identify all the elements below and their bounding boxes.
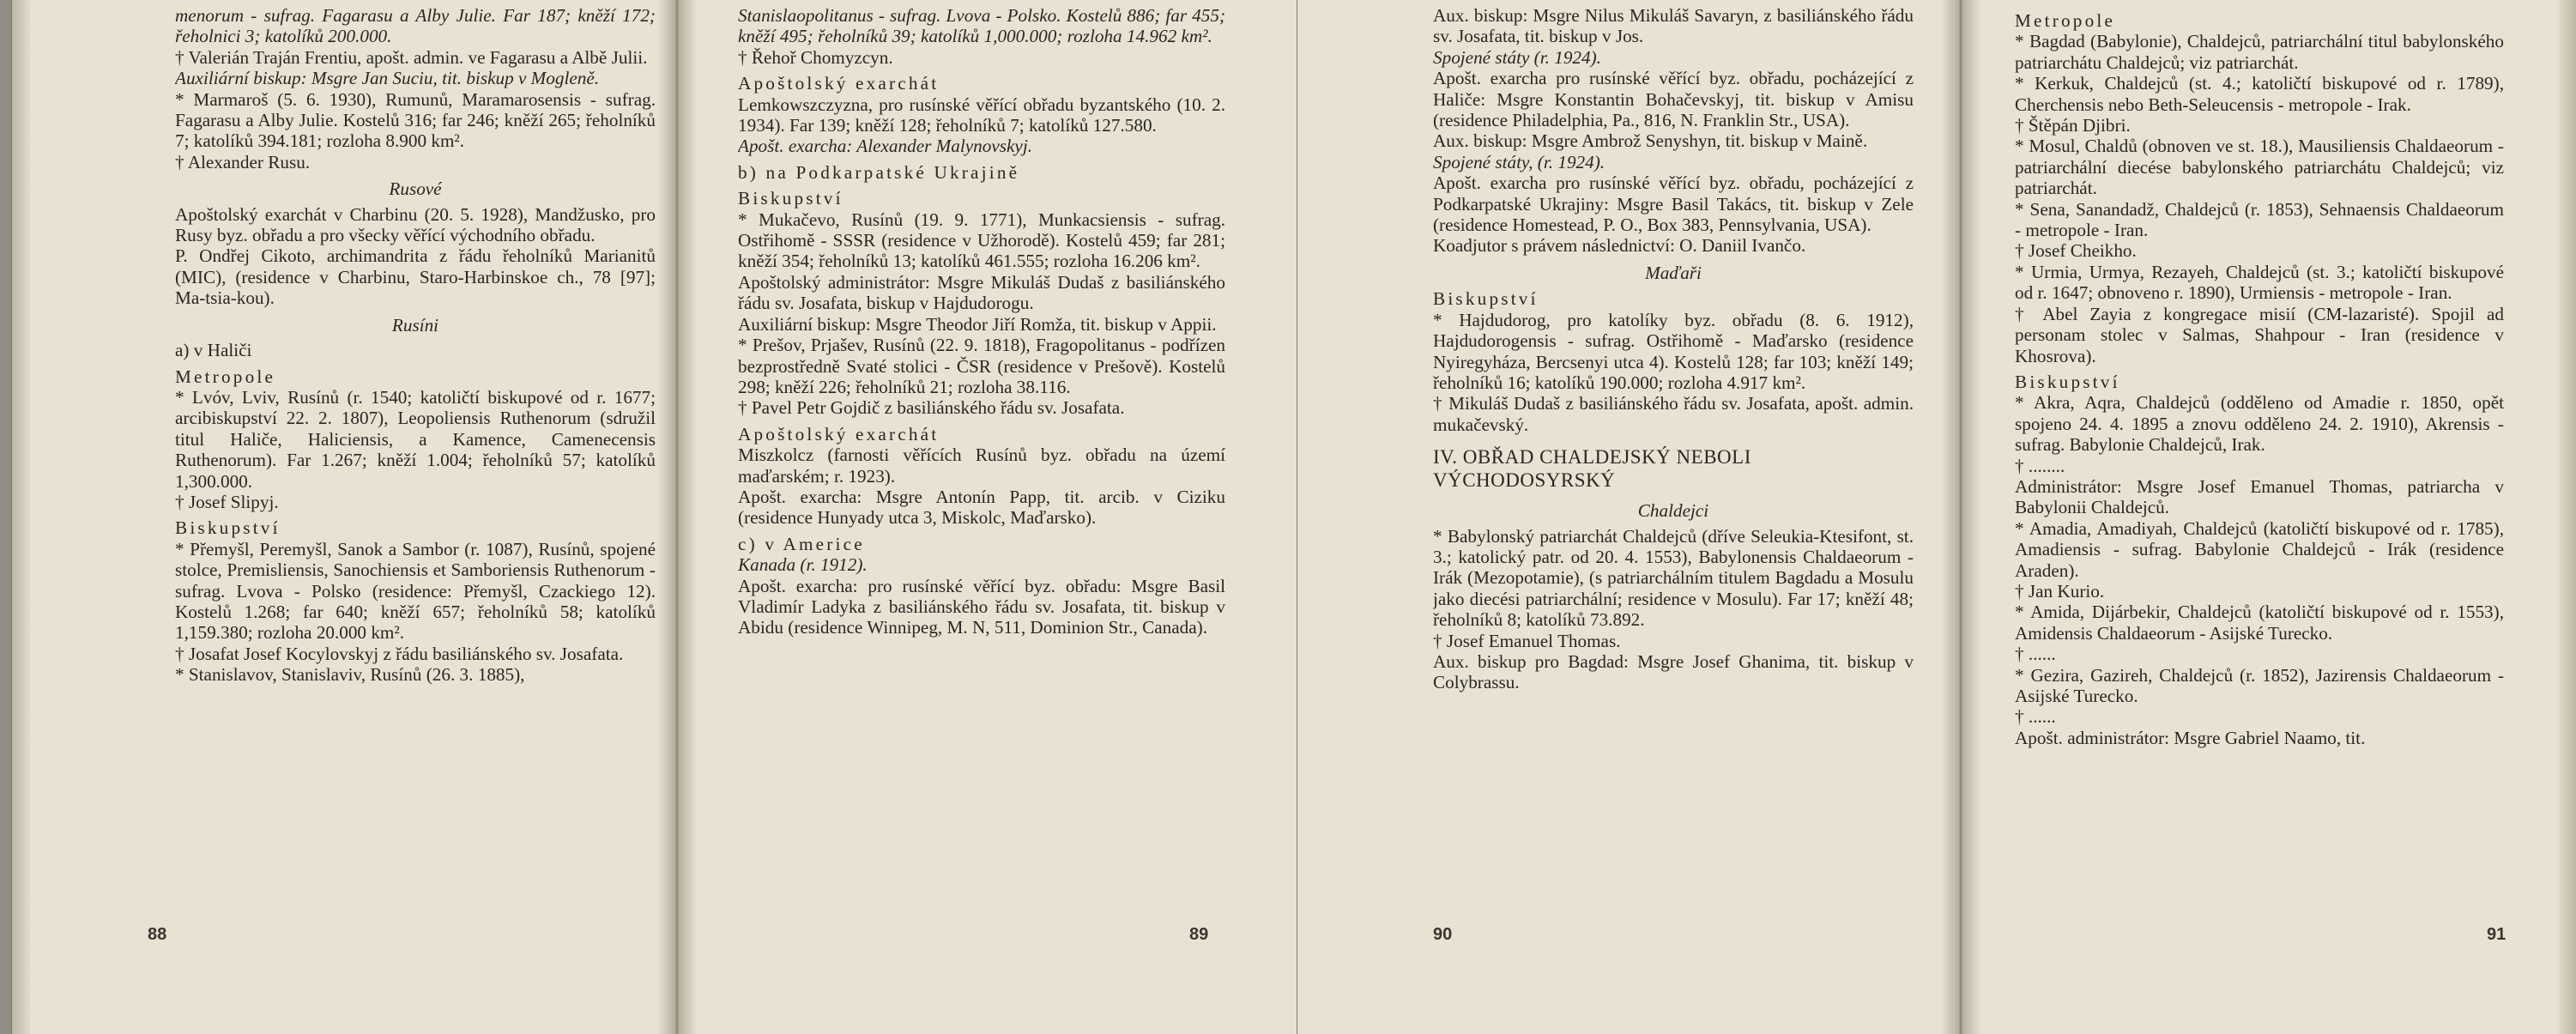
- text-line: † ......: [2015, 644, 2056, 665]
- page-89: [738, 5, 1225, 992]
- text-line: Apošt. exarcha: pro rusínské věřící byz. obřadu: Msgre Basil Vladimír Ladyka z basiliánského řádu sv. Josafata, tit. biskup v Abidu (residence Winnipeg, M. N, 511, Dominion Str., Canada).: [738, 575, 1225, 638]
- spaced-heading: Biskupství: [738, 188, 844, 209]
- text-line: * Prešov, Prjašev, Rusínů (22. 9. 1818), Fragopolitanus - podřízen bezprostředně Svaté stolici - ČSR (residence v Prešově). Kostelů 298; kněží 226; řeholníků 21; rozloha 38.116.: [738, 335, 1225, 397]
- text-line: Aux. biskup: Msgre Ambrož Senyshyn, tit. biskup v Maině.: [1433, 130, 1868, 152]
- text-line: Apošt. administrátor: Msgre Gabriel Naamo, tit.: [2015, 727, 2366, 748]
- text-line: * Bagdad (Babylonie), Chaldejců, patriarchální titul babylonského patriarchátu Chaldejců; viz patriarchát.: [2015, 31, 2504, 73]
- spaced-heading: Metropole: [175, 366, 276, 387]
- page-90: [1433, 5, 1914, 992]
- text-line: † Jan Kurio.: [2015, 580, 2105, 602]
- text-line: Apošt. exarcha pro rusínské věřící byz. obřadu, pocházející z Podkarpatské Ukrajiny: Msgre Basil Takács, tit. biskup v Zele (residence Homestead, P. O., Box 383, Pennsylvania, USA).: [1433, 172, 1914, 236]
- section-heading: Maďaři: [1645, 262, 1702, 283]
- page-number: 90: [1433, 925, 1453, 944]
- text-line: † Josef Cheikho.: [2015, 240, 2137, 262]
- left-spread: [12, 0, 1306, 1034]
- spaced-heading: Biskupství: [2015, 371, 2120, 392]
- text-line: Apošt. exarcha pro rusínské věřící byz. obřadu, pocházející z Haliče: Msgre Konstantin Bohačevskyj, tit. biskup v Amisu (residence Philadelphia, Pa., 816, N. Franklin Str., USA).: [1433, 68, 1914, 131]
- page-number: 88: [148, 925, 167, 944]
- text-line: † Alexander Rusu.: [175, 151, 311, 172]
- text-line: * Stanislavov, Stanislaviv, Rusínů (26. 3. 1885),: [175, 664, 525, 686]
- text-line: * Mosul, Chaldů (obnoven ve st. 18.), Mausiliensis Chaldaeorum - patriarchální diecése babylonského patriarchátu Chaldejců; viz patriarchát.: [2015, 136, 2504, 199]
- text-line: * Kerkuk, Chaldejců (st. 4.; katoličtí biskupové od r. 1789), Cherchensis nebo Beth-Seleucensis - metropole - Irak.: [2015, 73, 2504, 115]
- spaced-heading: Apoštolský exarchát: [738, 423, 940, 444]
- text-line: Apoštolský administrátor: Msgre Mikuláš Dudaš z basiliánského řádu sv. Josafata, biskup v Hajdudorogu.: [738, 271, 1225, 314]
- text-line: Lemkowszczyzna, pro rusínské věřící obřadu byzantského (10. 2. 1934). Far 139; kněží 128; řeholníků 7; katolíků 127.580.: [738, 94, 1225, 136]
- text-line: † ......: [2015, 706, 2056, 728]
- text-line: Koadjutor s právem následnictví: O. Daniil Ivančo.: [1433, 235, 1806, 257]
- text-line: * Gezira, Gazireh, Chaldejců (r. 1852), Jazirensis Chaldaeorum - Asijské Turecko.: [2015, 664, 2504, 706]
- text-line: Miszkolcz (farnosti věřících Rusínů byz. obřadu na území maďarském; r. 1923).: [738, 444, 1225, 487]
- subsection-heading: c) v Americe: [738, 533, 865, 554]
- text-line: † ........: [2015, 455, 2065, 476]
- text-line: † Štěpán Djibri.: [2015, 115, 2131, 136]
- text-line: P. Ondřej Cikoto, archimandrita z řádu řeholníků Marianitů (MIC), (residence v Charbinu, Staro-Harbinskoe ch., 78 [97]; Ma-tsia-kou).: [175, 245, 656, 309]
- text-line: * Mukačevo, Rusínů (19. 9. 1771), Munkacsiensis - sufrag. Ostřihomě - SSSR (residence v Užhorodě). Kostelů 459; far 281; kněží 354; řeholníků 13; katolíků 461.555; rozloha 16.206 km².: [738, 209, 1225, 272]
- page-88: [175, 5, 656, 992]
- text-line: † Mikuláš Dudaš z basiliánského řádu sv. Josafata, apošt. admin. mukačevský.: [1433, 393, 1914, 435]
- text-line: * Sena, Sanandadž, Chaldejců (r. 1853), Sehnaensis Chaldaeorum - metropole - Iran.: [2015, 198, 2504, 241]
- text-line: * Amadia, Amadiyah, Chaldejců (katoličtí biskupové od r. 1785), Amadiensis - sufrag. Babylonie Chaldejců - Irák (residence Araden).: [2015, 517, 2504, 581]
- text-line: † Řehoř Chomyzcyn.: [738, 46, 893, 68]
- page-number: 91: [2487, 925, 2506, 944]
- text-line: * Lvóv, Lviv, Rusínů (r. 1540; katoličtí biskupové od r. 1677; arcibiskupství 22. 2. 1807), Leopoliensis Ruthenorum (sdružil titul Haliče, Haliciensis, a Kamence, Camenecensis Ruthenorum). Far 1.267; kněží 1.004; řeholníků 57; katolíků 1,300.000.: [175, 386, 656, 492]
- book-gutter: [1941, 0, 1980, 1034]
- text-line: Apošt. exarcha: Alexander Malynovskyj.: [738, 136, 1033, 157]
- text-line: † Abel Zayia z kongregace misií (CM-lazaristé). Spojil ad personam stolec v Salmas, Shahpour - Iran (residence v Khosrova).: [2015, 303, 2504, 366]
- spaced-heading: Apoštolský exarchát: [738, 73, 940, 94]
- text-line: * Amida, Dijárbekir, Chaldejců (katoličtí biskupové od r. 1553), Amidensis Chaldaeorum - Asijské Turecko.: [2015, 602, 2504, 644]
- page-91: [2015, 5, 2504, 992]
- section-heading: Rusíni: [391, 314, 439, 336]
- section-heading: Chaldejci: [1637, 500, 1709, 522]
- text-line: Administrátor: Msgre Josef Emanuel Thomas, patriarcha v Babylonii Chaldejců.: [2015, 475, 2504, 518]
- text-line: Spojené státy, (r. 1924).: [1433, 151, 1605, 172]
- spaced-heading: Biskupství: [1433, 288, 1539, 310]
- page-edge: [12, 0, 31, 1034]
- text-line: Apošt. exarcha: Msgre Antonín Papp, tit. arcib. v Ciziku (residence Hunyady utca 3, Miskolc, Maďarsko).: [738, 486, 1225, 529]
- chapter-heading: IV. OBŘAD CHALDEJSKÝ NEBOLI VÝCHODOSYRSKÝ: [1433, 446, 1751, 492]
- text-line: † Pavel Petr Gojdič z basiliánského řádu sv. Josafata.: [738, 397, 1125, 419]
- spaced-heading: Metropole: [2015, 10, 2116, 31]
- text-line: Stanislaopolitanus - sufrag. Lvova - Polsko. Kostelů 886; far 455; kněží 495; řeholníků 39; katolíků 1,000.000; rozloha 14.962 km².: [738, 5, 1225, 47]
- right-spread: [1297, 0, 2576, 1034]
- subsection-heading: b) na Podkarpatské Ukrajině: [738, 161, 1020, 183]
- text-line: Auxiliární biskup: Msgre Theodor Jiří Romža, tit. biskup v Appii.: [738, 313, 1217, 335]
- text-line: † Josafat Josef Kocylovskyj z řádu basiliánského sv. Josafata.: [175, 643, 624, 664]
- text-line: † Josef Slipyj.: [175, 491, 279, 512]
- text-line: † Valerián Traján Frentiu, apošt. admin. ve Fagarasu a Albě Julii.: [175, 46, 648, 68]
- book-gutter: [657, 0, 697, 1034]
- text-line: Auxiliární biskup: Msgre Jan Suciu, tit. biskup v Mogleně.: [175, 68, 600, 89]
- spaced-heading: Biskupství: [175, 517, 281, 539]
- text-line: † Josef Emanuel Thomas.: [1433, 630, 1621, 651]
- page-number: 89: [1189, 925, 1209, 944]
- text-line: Kanada (r. 1912).: [738, 554, 868, 576]
- text-line: Spojené státy (r. 1924).: [1433, 46, 1601, 68]
- text-line: * Babylonský patriarchát Chaldejců (dříve Seleukia-Ktesifont, st. 3.; katolický patr. od 20. 4. 1553), Babylonensis Chaldaeorum - Irák (Mezopotamie), (s patriarchálním titulem Bagdadu a Mosulu jako diecési patriarchální; residence v Mosulu). Far 17; kněží 48; řeholníků 8; katolíků 73.892.: [1433, 525, 1914, 631]
- subsection-heading: a) v Haliči: [175, 340, 252, 361]
- text-line: Apoštolský exarchát v Charbinu (20. 5. 1928), Mandžusko, pro Rusy byz. obřadu a pro všecky věřící východního obřadu.: [175, 203, 656, 246]
- text-line: * Přemyšl, Peremyšl, Sanok a Sambor (r. 1087), Rusínů, spojené stolce, Premisliensis, Sanochiensis et Samboriensis Ruthenorum - sufrag. Lvova - Polsko (residence: Přemyšl, Czackiego 12). Kostelů 1.268; far 640; kněží 657; řeholníků 58; katolíků 1,159.380; rozloha 20.000 km².: [175, 538, 656, 644]
- page-edge: [2557, 0, 2576, 1034]
- text-line: * Akra, Aqra, Chaldejců (odděleno od Amadie r. 1850, opět spojeno 24. 4. 1895 a znovu odděleno 24. 2. 1910), Akrensis - sufrag. Babylonie Chaldejců, Irak.: [2015, 392, 2504, 456]
- section-heading: Rusové: [389, 178, 442, 200]
- text-line: * Hajdudorog, pro katolíky byz. obřadu (8. 6. 1912), Hajdudorogensis - sufrag. Ostřihomě - Maďarsko (residence Nyiregyháza, Bercsenyi utca 4). Kostelů 128; far 103; kněží 149; řeholníků 16; katolíků 190.000; rozloha 4.917 km².: [1433, 309, 1914, 393]
- text-line: * Urmia, Urmya, Rezayeh, Chaldejců (st. 3.; katoličtí biskupové od r. 1647; obnoveno r. 1890), Urmiensis - metropole - Iran.: [2015, 261, 2504, 304]
- text-line: Aux. biskup: Msgre Nilus Mikuláš Savaryn, z basiliánského řádu sv. Josafata, tit. biskup v Jos.: [1433, 5, 1914, 47]
- text-line: * Marmaroš (5. 6. 1930), Rumunů, Maramarosensis - sufrag. Fagarasu a Alby Julie. Kostelů 316; far 246; kněží 265; řeholníků 7; katolíků 394.181; rozloha 8.900 km².: [175, 88, 656, 152]
- text-line: menorum - sufrag. Fagarasu a Alby Julie. Far 187; kněží 172; řeholnici 3; katolíků 200.000.: [175, 5, 656, 47]
- text-line: Aux. biskup pro Bagdad: Msgre Josef Ghanima, tit. biskup v Colybrassu.: [1433, 650, 1914, 693]
